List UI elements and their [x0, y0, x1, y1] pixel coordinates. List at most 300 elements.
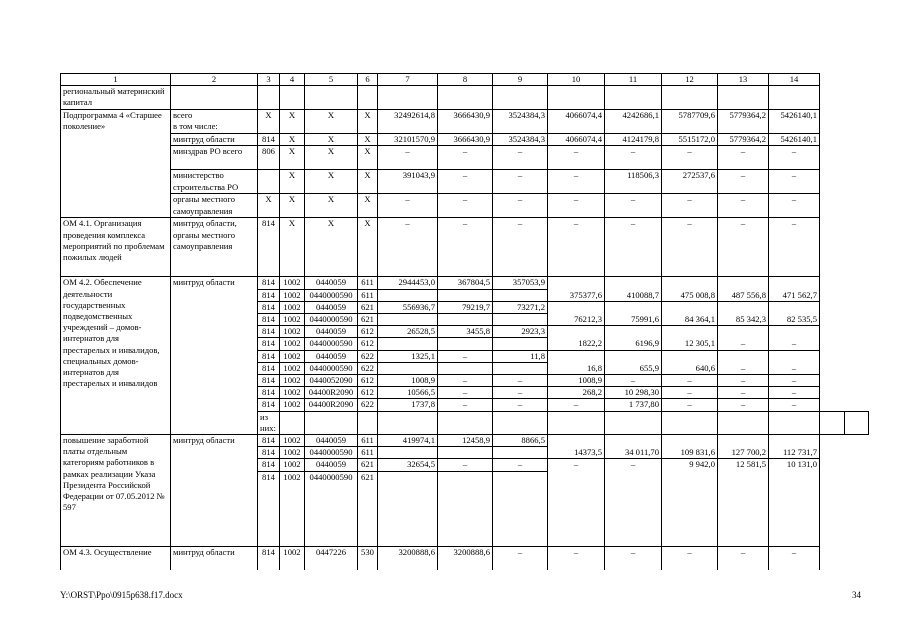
table-cell: 0447226	[305, 546, 358, 570]
table-cell: –	[718, 375, 769, 387]
table-cell: –	[718, 546, 769, 570]
table-cell	[258, 170, 280, 194]
table-cell: –	[493, 399, 548, 411]
table-cell: –	[493, 218, 548, 277]
table-cell: –	[493, 387, 548, 399]
footer-file-path: Y:\ORST\Ppo\0915p638.f17.docx	[60, 590, 183, 600]
table-cell: X	[305, 218, 358, 277]
table-cell: 1002	[280, 362, 305, 374]
table-row	[61, 546, 869, 570]
table-cell: –	[662, 146, 718, 170]
table-cell: 34 011,70	[605, 435, 662, 459]
table-cell: –	[769, 326, 820, 350]
column-number: 13	[718, 74, 769, 86]
table-cell: 814	[258, 350, 280, 362]
table-cell: 1002	[280, 301, 305, 313]
table-cell: X	[358, 110, 378, 134]
table-cell	[258, 86, 280, 110]
table-cell: 0440000590	[305, 314, 358, 326]
table-cell: –	[438, 194, 493, 218]
table-cell: 1008,9	[548, 375, 605, 387]
table-cell: 814	[258, 289, 280, 301]
table-cell: –	[769, 170, 820, 194]
table-cell: X	[358, 170, 378, 194]
table-cell: 4124179,8	[605, 134, 662, 146]
table-cell: X	[280, 194, 305, 218]
table-cell: –	[605, 459, 662, 546]
table-cell: 1002	[280, 399, 305, 411]
table-cell: 419974,1	[378, 435, 438, 447]
table-cell: –	[378, 218, 438, 277]
table-cell: 622	[358, 399, 378, 411]
table-cell: 655,9	[605, 350, 662, 374]
table-cell: 14373,5	[548, 435, 605, 459]
column-number: 3	[258, 74, 280, 86]
table-cell: 10 131,0	[769, 459, 820, 546]
table-cell: 268,2	[548, 387, 605, 399]
table-cell	[358, 411, 378, 434]
table-cell	[438, 289, 493, 301]
table-cell: X	[305, 146, 358, 170]
column-number: 8	[438, 74, 493, 86]
table-cell	[438, 362, 493, 374]
table-cell	[493, 471, 548, 546]
table-cell	[438, 471, 493, 546]
table-cell: –	[718, 387, 769, 399]
table-cell: 85 342,3	[718, 301, 769, 325]
table-cell: 621	[358, 301, 378, 313]
table-cell: из них:	[258, 411, 280, 434]
table-cell: 2923,3	[493, 326, 548, 338]
table-cell: –	[378, 146, 438, 170]
table-cell: 10 298,30	[605, 387, 662, 399]
column-number: 7	[378, 74, 438, 86]
table-cell: –	[605, 546, 662, 570]
table-cell: 109 831,6	[662, 435, 718, 459]
table-cell: ОМ 4.1. Организация проведения комплекса мероприятий по проблемам пожилых людей	[61, 218, 171, 277]
table-cell	[493, 338, 548, 350]
table-cell: X	[258, 194, 280, 218]
table-cell: 611	[358, 277, 378, 289]
table-cell: министерство строительства РО	[171, 170, 258, 194]
table-cell: 5779364,2	[718, 134, 769, 146]
table-cell: –	[548, 194, 605, 218]
table-cell: –	[605, 146, 662, 170]
table-cell: X	[358, 218, 378, 277]
table-cell: 611	[358, 289, 378, 301]
table-cell: 367804,5	[438, 277, 493, 289]
table-cell: 5779364,2	[718, 110, 769, 134]
table-cell: –	[438, 375, 493, 387]
table-cell: 814	[258, 435, 280, 447]
table-cell	[548, 411, 605, 434]
table-cell: X	[305, 134, 358, 146]
table-cell: –	[493, 546, 548, 570]
table-cell: 375377,6	[548, 277, 605, 301]
table-cell: –	[438, 170, 493, 194]
page-number: 34	[852, 590, 861, 600]
table-cell: 814	[258, 314, 280, 326]
table-row	[61, 218, 869, 277]
table-cell	[548, 86, 605, 110]
table-cell: 3524384,3	[493, 110, 548, 134]
table-cell: ОМ 4.3. Осуществление	[61, 546, 171, 570]
table-cell: –	[769, 194, 820, 218]
table-cell	[438, 447, 493, 459]
table-cell: 2944453,0	[378, 277, 438, 289]
table-cell: 1737,8	[378, 399, 438, 411]
table-cell: 1002	[280, 471, 305, 546]
table-cell: –	[662, 194, 718, 218]
table-cell: –	[662, 387, 718, 399]
table-cell	[493, 289, 548, 301]
table-header	[61, 74, 869, 86]
table-cell	[718, 86, 769, 110]
table-cell: 612	[358, 375, 378, 387]
table-cell: –	[769, 399, 820, 411]
table-cell: –	[769, 546, 820, 570]
table-cell: –	[548, 546, 605, 570]
table-row	[61, 170, 869, 194]
table-cell: 612	[358, 326, 378, 338]
table-cell	[378, 289, 438, 301]
table-cell: 75991,6	[605, 301, 662, 325]
table-cell: 4242686,1	[605, 110, 662, 134]
table-cell: –	[438, 399, 493, 411]
table-cell: 1 737,80	[605, 399, 662, 411]
table-cell: 10566,5	[378, 387, 438, 399]
table-cell	[769, 86, 820, 110]
table-cell	[493, 86, 548, 110]
table-cell: 814	[258, 326, 280, 338]
table-cell: 1002	[280, 326, 305, 338]
table-cell: –	[769, 146, 820, 170]
table-cell: 1002	[280, 387, 305, 399]
table-cell: –	[662, 546, 718, 570]
table-cell: 556936,7	[378, 301, 438, 313]
table-cell: 6196,9	[605, 326, 662, 350]
table-cell	[438, 86, 493, 110]
table-cell: 530	[358, 546, 378, 570]
table-cell: 806	[258, 146, 280, 170]
table-cell: –	[605, 375, 662, 387]
table-cell: 12 581,5	[718, 459, 769, 546]
table-cell: –	[438, 459, 493, 471]
table-cell: 410088,7	[605, 277, 662, 301]
table-cell	[493, 447, 548, 459]
table-cell: X	[280, 170, 305, 194]
table-cell: –	[548, 146, 605, 170]
table-cell	[378, 471, 438, 546]
table-cell: 814	[258, 338, 280, 350]
table-cell	[844, 411, 869, 434]
table-cell	[378, 362, 438, 374]
table-cell: 5426140,1	[769, 134, 820, 146]
table-cell: 357053,9	[493, 277, 548, 289]
table-body	[61, 86, 869, 570]
table-cell: 0440059	[305, 350, 358, 362]
table-cell: минтруд области	[171, 277, 258, 435]
table-cell: –	[662, 375, 718, 387]
table-cell: X	[280, 110, 305, 134]
table-cell: минтруд области	[171, 546, 258, 570]
table-cell: 0440000590	[305, 447, 358, 459]
table-cell: –	[718, 170, 769, 194]
table-cell: 0440059	[305, 301, 358, 313]
table-cell: 814	[258, 301, 280, 313]
table-cell: 3455,8	[438, 326, 493, 338]
column-number: 10	[548, 74, 605, 86]
table-cell: 5426140,1	[769, 110, 820, 134]
column-number: 6	[358, 74, 378, 86]
table-cell: 471 562,7	[769, 277, 820, 301]
table-cell: X	[280, 134, 305, 146]
table-cell	[438, 338, 493, 350]
table-cell	[605, 86, 662, 110]
table-cell: –	[718, 399, 769, 411]
table-cell: 04400R2090	[305, 387, 358, 399]
table-cell: 0440000590	[305, 289, 358, 301]
table-cell: X	[305, 170, 358, 194]
table-cell: 112 731,7	[769, 435, 820, 459]
table-cell: –	[548, 170, 605, 194]
column-number-row	[61, 74, 869, 86]
table-cell: –	[769, 350, 820, 374]
table-cell: 622	[358, 362, 378, 374]
column-number: 9	[493, 74, 548, 86]
column-number: 11	[605, 74, 662, 86]
table-cell	[438, 314, 493, 326]
table-cell: –	[662, 399, 718, 411]
table-cell: 4066074,4	[548, 134, 605, 146]
table-cell: 814	[258, 375, 280, 387]
table-cell: 814	[258, 459, 280, 471]
table-cell: 3666430,9	[438, 134, 493, 146]
table-cell: 814	[258, 277, 280, 289]
table-cell	[378, 314, 438, 326]
table-cell: 272537,6	[662, 170, 718, 194]
table-cell: 3524384,3	[493, 134, 548, 146]
table-cell: X	[358, 194, 378, 218]
table-cell: X	[305, 194, 358, 218]
table-cell: 0440059	[305, 277, 358, 289]
table-cell: 611	[358, 447, 378, 459]
table-cell: 1002	[280, 375, 305, 387]
table-cell: –	[718, 218, 769, 277]
table-cell	[493, 411, 548, 434]
table-cell: 1002	[280, 459, 305, 471]
table-row	[61, 146, 869, 170]
table-cell: –	[493, 375, 548, 387]
table-cell	[305, 86, 358, 110]
table-cell: 127 700,2	[718, 435, 769, 459]
table-cell: 3200888,6	[378, 546, 438, 570]
table-cell: органы местного самоуправления	[171, 194, 258, 218]
table-cell: 84 364,1	[662, 301, 718, 325]
table-cell: 04400R2090	[305, 399, 358, 411]
table-cell: –	[548, 459, 605, 546]
table-cell: 0440059	[305, 459, 358, 471]
table-cell: Подпрограмма 4 «Старшее поколение»	[61, 110, 171, 218]
table-cell: 814	[258, 134, 280, 146]
table-cell: 487 556,8	[718, 277, 769, 301]
table-cell: 11,8	[493, 350, 548, 362]
column-number: 14	[769, 74, 820, 86]
table-cell: X	[358, 134, 378, 146]
column-number: 5	[305, 74, 358, 86]
table-cell: 26528,5	[378, 326, 438, 338]
table-cell: 12 305,1	[662, 326, 718, 350]
table-cell: –	[493, 170, 548, 194]
table-row	[61, 110, 869, 134]
table-cell: 79219,7	[438, 301, 493, 313]
table-cell: 1822,2	[548, 326, 605, 350]
table-row	[61, 134, 869, 146]
table-cell: 9 942,0	[662, 459, 718, 546]
table-cell: 118506,3	[605, 170, 662, 194]
table-cell: 1002	[280, 447, 305, 459]
table-cell: 0440000590	[305, 471, 358, 546]
table-cell: 814	[258, 399, 280, 411]
table-cell: ОМ 4.2. Обеспечение деятельности государственных подведомственных учреждений – домов-интернатов для престарелых и инвалидов, специальных домов-интернатов для престарелых и инвалидов	[61, 277, 171, 435]
table-cell: –	[718, 146, 769, 170]
table-cell: X	[358, 146, 378, 170]
table-cell: 1002	[280, 277, 305, 289]
table-cell: 32101570,9	[378, 134, 438, 146]
column-number: 2	[171, 74, 258, 86]
table-cell: 814	[258, 546, 280, 570]
table-row	[61, 277, 869, 289]
table-cell	[493, 314, 548, 326]
table-cell: 76212,3	[548, 301, 605, 325]
table-cell: –	[769, 375, 820, 387]
table-cell: минздрав РО всего	[171, 146, 258, 170]
table-cell	[769, 411, 820, 434]
table-row	[61, 435, 869, 447]
table-cell: 16,8	[548, 350, 605, 374]
table-cell	[171, 86, 258, 110]
table-cell: 814	[258, 362, 280, 374]
table-cell	[662, 411, 718, 434]
table-cell	[378, 447, 438, 459]
table-cell: 622	[358, 350, 378, 362]
table-cell: 391043,9	[378, 170, 438, 194]
table-cell: 12458,9	[438, 435, 493, 447]
table-cell: –	[718, 194, 769, 218]
table-cell: –	[769, 218, 820, 277]
table-cell	[378, 86, 438, 110]
table-cell	[718, 411, 769, 434]
table-cell: 640,6	[662, 350, 718, 374]
table-cell: 1002	[280, 314, 305, 326]
table-cell: повышение заработной платы отдельным категориям работников в рамках реализации Указа Президента Российской Федерации от 07.05.2012 № 597	[61, 435, 171, 547]
table-cell: –	[378, 194, 438, 218]
table-cell	[280, 86, 305, 110]
table-cell: 1002	[280, 435, 305, 447]
table-cell: –	[438, 387, 493, 399]
table-cell	[378, 338, 438, 350]
table-cell: 0440000590	[305, 338, 358, 350]
table-cell: 3200888,6	[438, 546, 493, 570]
table-cell: –	[438, 350, 493, 362]
table-cell: 82 535,5	[769, 301, 820, 325]
table-cell: минтруд области	[171, 435, 258, 547]
table-cell: 0440059	[305, 435, 358, 447]
table-cell: –	[718, 350, 769, 374]
table-cell: X	[280, 146, 305, 170]
table-cell: 1325,1	[378, 350, 438, 362]
table-cell: 73271,2	[493, 301, 548, 313]
table-cell: 5515172,0	[662, 134, 718, 146]
budget-table	[60, 73, 869, 570]
table-cell: –	[438, 218, 493, 277]
table-cell: 3666430,9	[438, 110, 493, 134]
table-row	[61, 86, 869, 110]
column-number: 4	[280, 74, 305, 86]
column-number: 12	[662, 74, 718, 86]
table-cell: 5787709,6	[662, 110, 718, 134]
table-cell: 1002	[280, 289, 305, 301]
table-cell: 1002	[280, 546, 305, 570]
table-cell: –	[605, 218, 662, 277]
table-cell: 475 008,8	[662, 277, 718, 301]
table-cell: региональный материнский капитал	[61, 86, 171, 110]
table-cell: 814	[258, 447, 280, 459]
table-cell: 32492614,8	[378, 110, 438, 134]
table-cell: 1008,9	[378, 375, 438, 387]
table-cell: –	[493, 194, 548, 218]
table-cell: –	[718, 326, 769, 350]
table-cell: X	[280, 218, 305, 277]
table-cell: 8866,5	[493, 435, 548, 447]
table-cell: –	[548, 399, 605, 411]
table-cell	[438, 411, 493, 434]
table-cell: –	[548, 218, 605, 277]
table-cell: 621	[358, 459, 378, 471]
table-cell: всего в том числе:	[171, 110, 258, 134]
column-number: 1	[61, 74, 171, 86]
table-cell: –	[769, 387, 820, 399]
table-cell: 0440052090	[305, 375, 358, 387]
table-cell: –	[605, 194, 662, 218]
table-cell: –	[493, 146, 548, 170]
table-cell	[493, 362, 548, 374]
table-cell: 621	[358, 471, 378, 546]
table-cell: 621	[358, 314, 378, 326]
table-cell	[662, 86, 718, 110]
table-cell: 4066074,4	[548, 110, 605, 134]
table-cell: –	[493, 459, 548, 471]
table-cell: минтруд области	[171, 134, 258, 146]
table-cell: 612	[358, 387, 378, 399]
table-cell: 1002	[280, 350, 305, 362]
table-cell: 814	[258, 471, 280, 546]
table-cell: X	[258, 110, 280, 134]
table-cell: –	[662, 218, 718, 277]
table-cell	[378, 411, 438, 434]
table-cell: 0440000590	[305, 362, 358, 374]
table-cell: 612	[358, 338, 378, 350]
table-cell: 1002	[280, 338, 305, 350]
table-cell: 32654,5	[378, 459, 438, 471]
table-cell: 814	[258, 387, 280, 399]
table-cell	[358, 86, 378, 110]
table-cell: –	[438, 146, 493, 170]
table-cell	[280, 411, 305, 434]
table-cell: 611	[358, 435, 378, 447]
table-cell	[305, 411, 358, 434]
table-cell	[820, 411, 845, 434]
